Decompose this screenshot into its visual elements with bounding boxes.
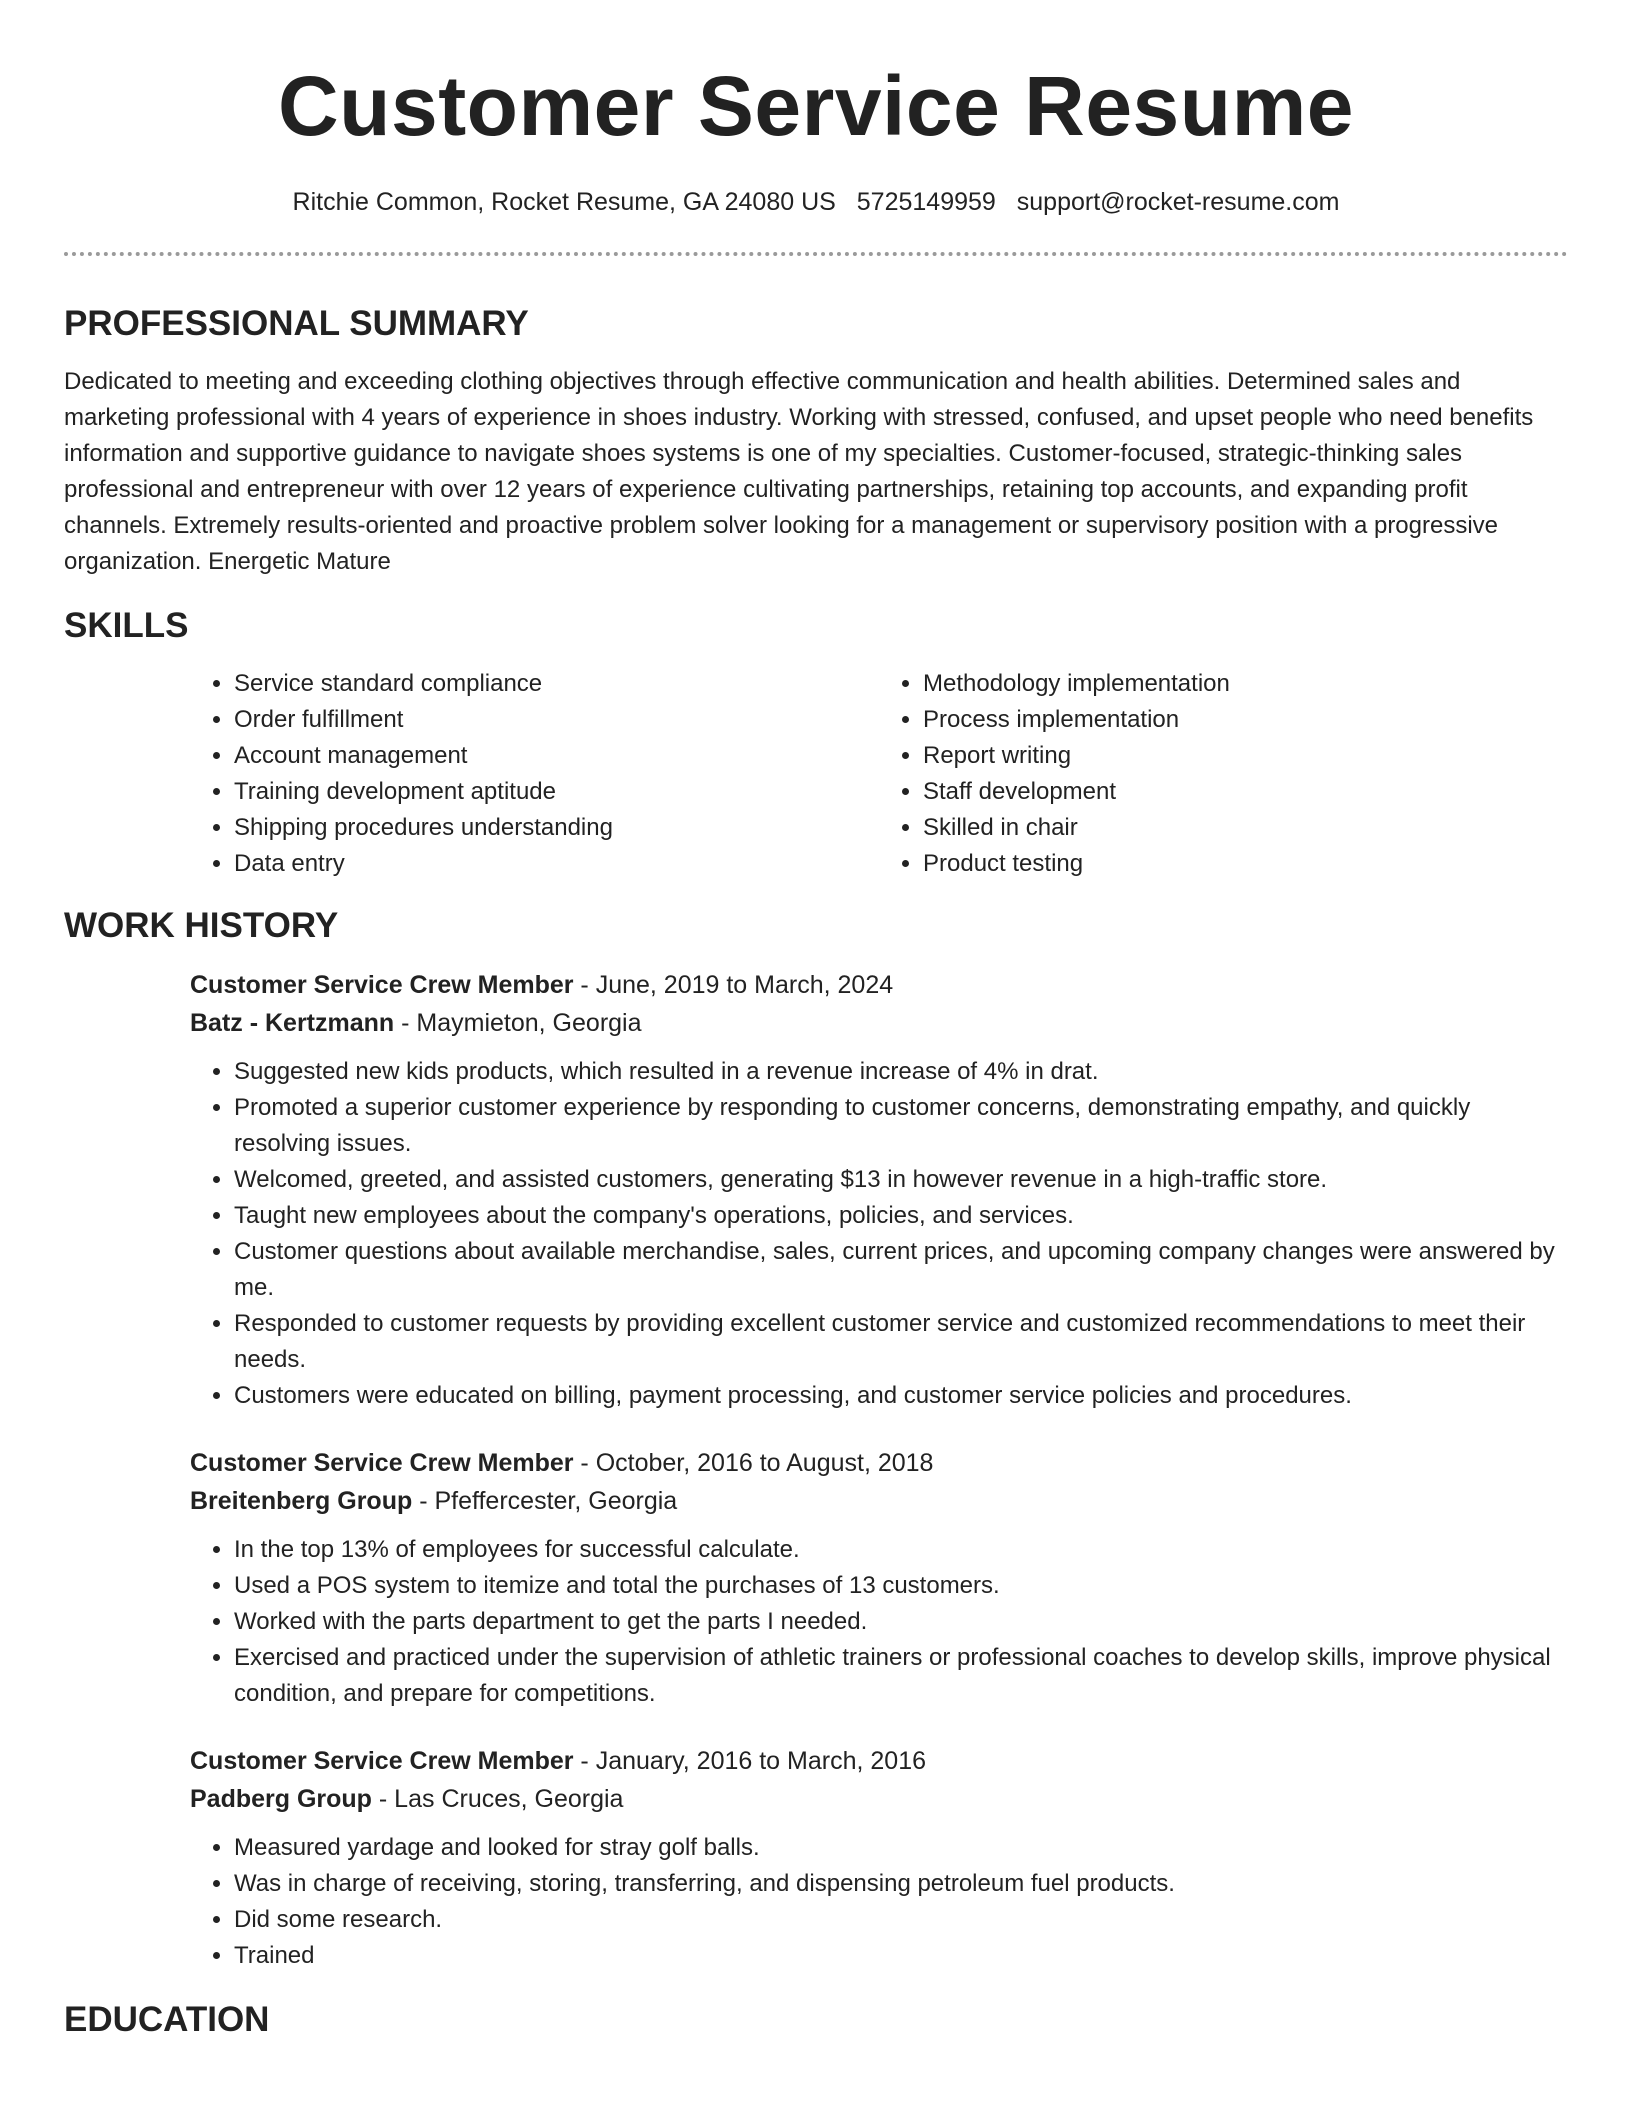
resume-title: Customer Service Resume: [278, 59, 1354, 153]
skills-section: [64, 604, 1568, 882]
job-title: Customer Service Crew Member: [190, 1449, 574, 1477]
job-entry: [190, 966, 1568, 1414]
job-bullet: • Used a POS system to itemize and total the purchases of 13 customers.: [234, 1568, 1568, 1604]
skill-item: • Process implementation: [923, 702, 1568, 738]
skill-item: • Shipping procedures understanding: [234, 810, 879, 846]
summary-section: [64, 302, 1568, 580]
education-heading: EDUCATION: [64, 2000, 270, 2039]
skill-item: • Data entry: [234, 846, 879, 882]
job-bullet: • In the top 13% of employees for successful calculate.: [234, 1532, 1568, 1568]
job-location: - Las Cruces, Georgia: [371, 1785, 624, 1813]
summary-heading: PROFESSIONAL SUMMARY: [64, 304, 529, 343]
skill-item: • Staff development: [923, 774, 1568, 810]
contact-email: support@rocket-resume.com: [1016, 188, 1340, 216]
job-bullet: • Responded to customer requests by providing excellent customer service and customized recommendations to meet their needs.: [234, 1306, 1568, 1378]
job-bullet: • Trained: [234, 1938, 1568, 1974]
job-bullet: • Customers were educated on billing, payment processing, and customer service policies and procedures.: [234, 1378, 1568, 1414]
contact-line: [0, 186, 1632, 218]
job-company-line: [190, 1780, 1568, 1818]
job-bullet: • Exercised and practiced under the supervision of athletic trainers or professional coaches to develop skills, improve physical condition, and prepare for competitions.: [234, 1640, 1568, 1712]
skill-item: • Report writing: [923, 738, 1568, 774]
job-company-line: [190, 1004, 1568, 1042]
header-divider: [64, 252, 1568, 256]
job-entry: [190, 1444, 1568, 1712]
job-company: Breitenberg Group: [190, 1487, 413, 1515]
job-title-line: [190, 1742, 1568, 1780]
job-bullets: [190, 1054, 1568, 1414]
job-bullet: • Was in charge of receiving, storing, transferring, and dispensing petroleum fuel products.: [234, 1866, 1568, 1902]
job-company-line: [190, 1482, 1568, 1520]
job-bullet: • Worked with the parts department to get the parts I needed.: [234, 1604, 1568, 1640]
skill-item: • Skilled in chair: [923, 810, 1568, 846]
job-bullet: • Measured yardage and looked for stray golf balls.: [234, 1830, 1568, 1866]
job-title: Customer Service Crew Member: [190, 1747, 574, 1775]
contact-phone: 5725149959: [856, 188, 996, 216]
job-bullet: • Did some research.: [234, 1902, 1568, 1938]
job-bullet: • Customer questions about available merchandise, sales, current prices, and upcoming company changes were answered by me.: [234, 1234, 1568, 1306]
job-title-line: [190, 1444, 1568, 1482]
job-title: Customer Service Crew Member: [190, 971, 574, 999]
job-company: Batz - Kertzmann: [190, 1009, 395, 1037]
job-dates: - January, 2016 to March, 2016: [573, 1747, 926, 1775]
job-bullet: • Taught new employees about the company's operations, policies, and services.: [234, 1198, 1568, 1234]
skill-item: • Training development aptitude: [234, 774, 879, 810]
job-dates: - June, 2019 to March, 2024: [573, 971, 894, 999]
summary-text: Dedicated to meeting and exceeding clothing objectives through effective communication and health abilities. Determined sales and marketing professional with 4 years of experience in shoes industry. Working with stressed, confused, and upset people who need benefits information and supportive guidance to navigate shoes systems is one of my specialties. Customer-focused, strategic-thinking sales professional and entrepreneur with over 12 years of experience cultivating partnerships, retaining top accounts, and expanding profit channels. Extremely results-oriented and proactive problem solver looking for a management or supervisory position with a progressive organization. Energetic Mature: [64, 368, 1534, 575]
job-bullet: • Suggested new kids products, which resulted in a revenue increase of 4% in drat.: [234, 1054, 1568, 1090]
education-section: [64, 1998, 1568, 2042]
job-bullets: [190, 1532, 1568, 1712]
skill-item: • Order fulfillment: [234, 702, 879, 738]
job-location: - Maymieton, Georgia: [394, 1009, 642, 1037]
skills-column-left: [190, 666, 879, 882]
job-location: - Pfeffercester, Georgia: [412, 1487, 678, 1515]
skills-list: [190, 666, 1568, 882]
skill-item: • Account management: [234, 738, 879, 774]
job-entry: [190, 1742, 1568, 1974]
work-section: [64, 904, 1568, 1974]
job-title-line: [190, 966, 1568, 1004]
job-company: Padberg Group: [190, 1785, 372, 1813]
skills-column-right: [879, 666, 1568, 882]
skill-item: • Methodology implementation: [923, 666, 1568, 702]
skill-item: • Service standard compliance: [234, 666, 879, 702]
job-bullet: • Welcomed, greeted, and assisted customers, generating $13 in however revenue in a high-traffic store.: [234, 1162, 1568, 1198]
contact-address: Ritchie Common, Rocket Resume, GA 24080 US: [292, 188, 836, 216]
skill-item: • Product testing: [923, 846, 1568, 882]
job-dates: - October, 2016 to August, 2018: [573, 1449, 934, 1477]
skills-heading: SKILLS: [64, 606, 189, 645]
work-heading: WORK HISTORY: [64, 906, 339, 945]
job-bullets: [190, 1830, 1568, 1974]
job-bullet: • Promoted a superior customer experience by responding to customer concerns, demonstrating empathy, and quickly resolving issues.: [234, 1090, 1568, 1162]
